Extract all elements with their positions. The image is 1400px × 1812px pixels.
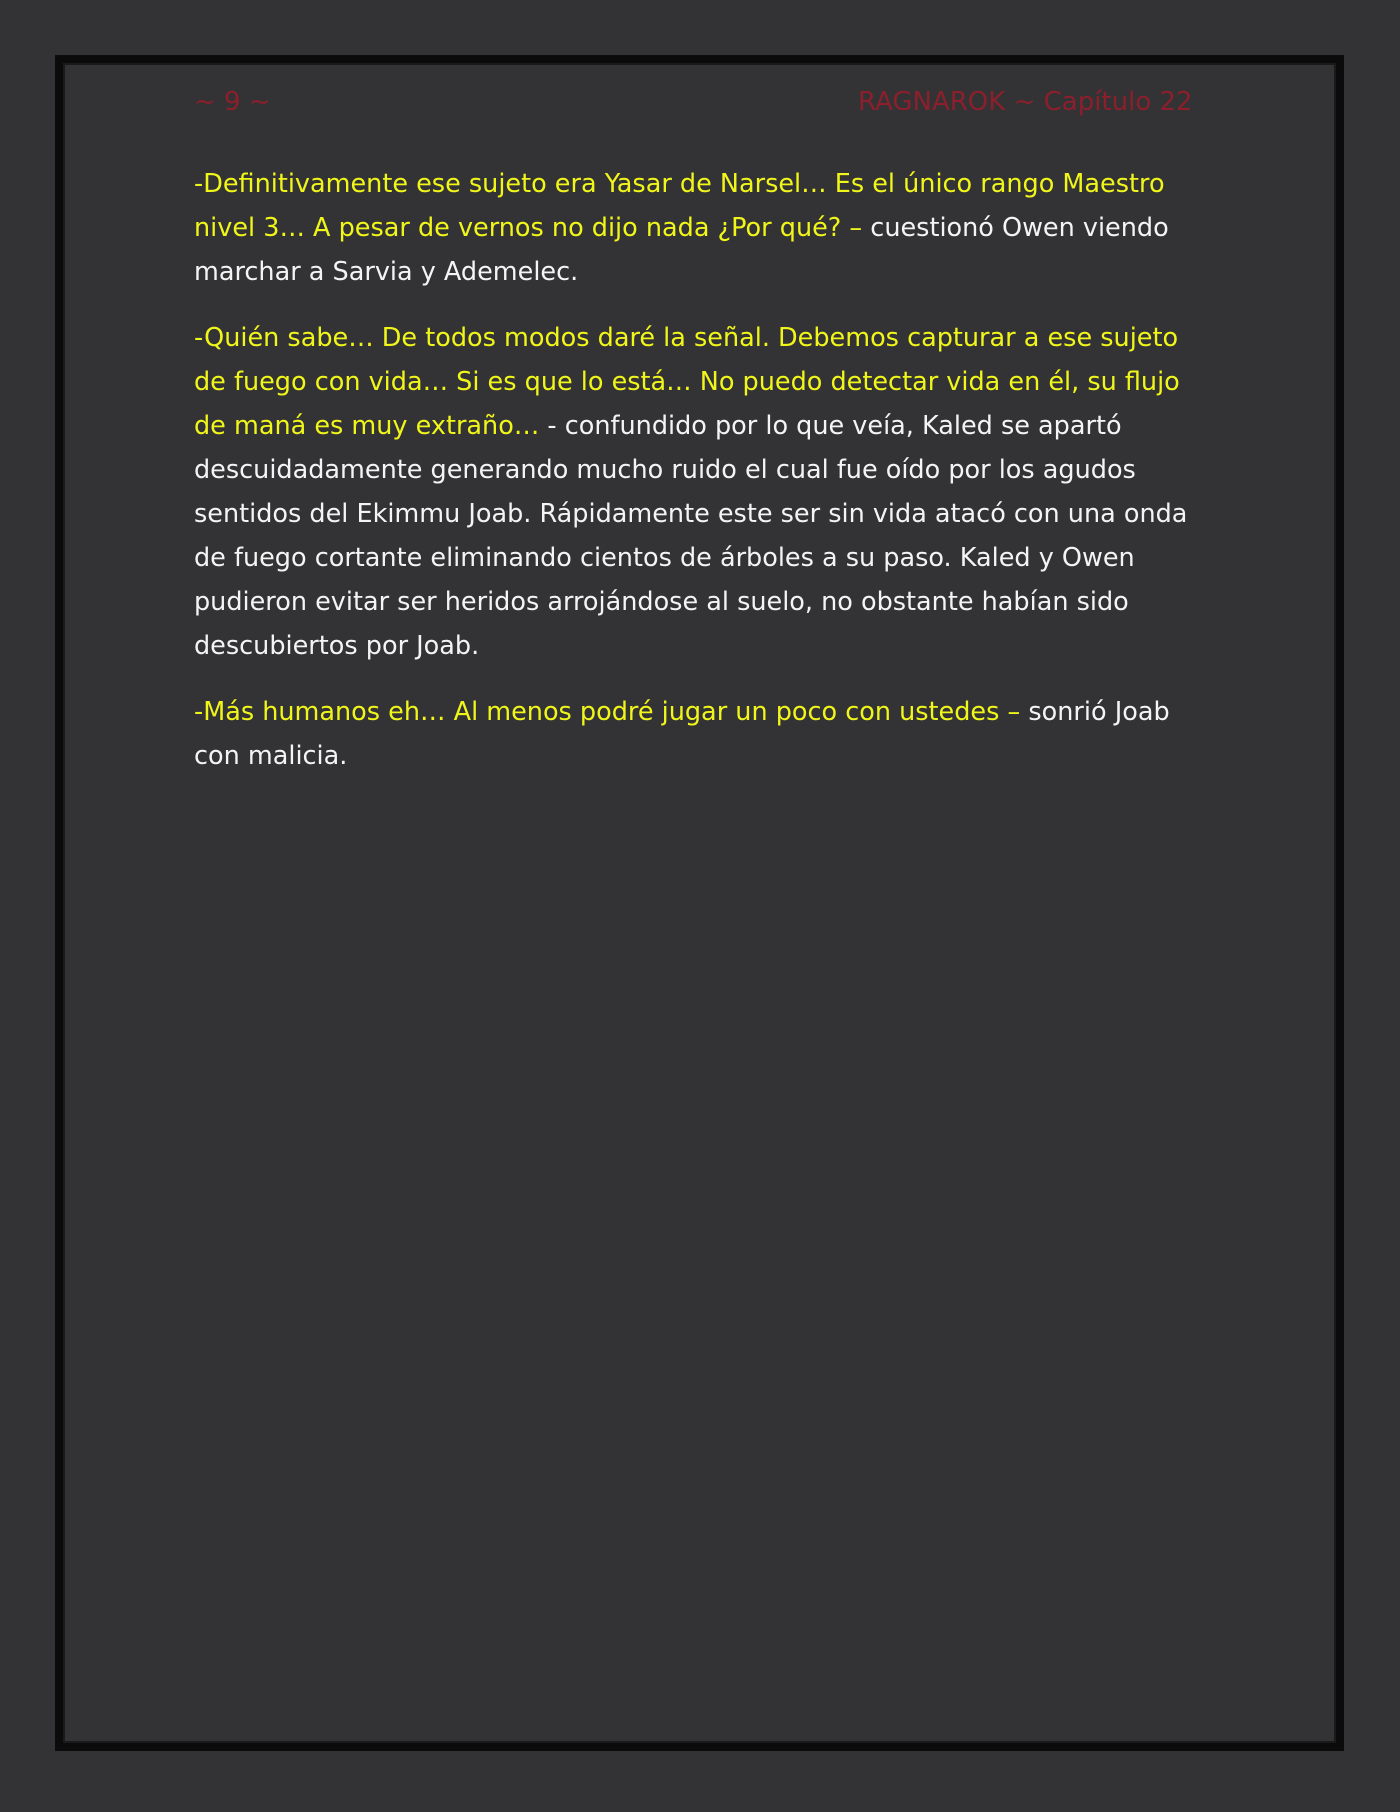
paragraph-2 [194, 316, 1204, 668]
dialogue-text: -Definitivamente ese sujeto era Yasar de Narsel… Es el único rango Maestro nivel 3… A pesar de vernos no dijo nada ¿Por qué? – [194, 169, 1165, 243]
running-header: RAGNAROK ~ Capítulo 22 [858, 87, 1193, 117]
chapter-body [194, 162, 1204, 800]
dialogue-text: -Quién sabe… De todos modos daré la señal. Debemos capturar a ese sujeto de fuego con vida… Si es que lo está… No puedo detectar vida en él, su flujo de maná es muy extraño… [194, 323, 1180, 441]
dialogue-text: -Más humanos eh… Al menos podré jugar un poco con ustedes – [194, 697, 1021, 727]
narration-text: - confundido por lo que veía, Kaled se apartó descuidadamente generando mucho ruido el cual fue oído por los agudos sentidos del Ekimmu Joab. Rápidamente este ser sin vida atacó con una onda de fuego cortante eliminando cientos de árboles a su paso. Kaled y Owen pudieron evitar ser heridos arrojándose al suelo, no obstante habían sido descubiertos por Joab. [194, 411, 1188, 661]
narration-text: sonrió Joab con malicia. [194, 697, 1170, 771]
page-number: ~ 9 ~ [194, 87, 271, 117]
paragraph-3 [194, 690, 1204, 778]
narration-text: cuestionó Owen viendo marchar a Sarvia y Ademelec. [194, 213, 1169, 287]
paragraph-1 [194, 162, 1204, 294]
